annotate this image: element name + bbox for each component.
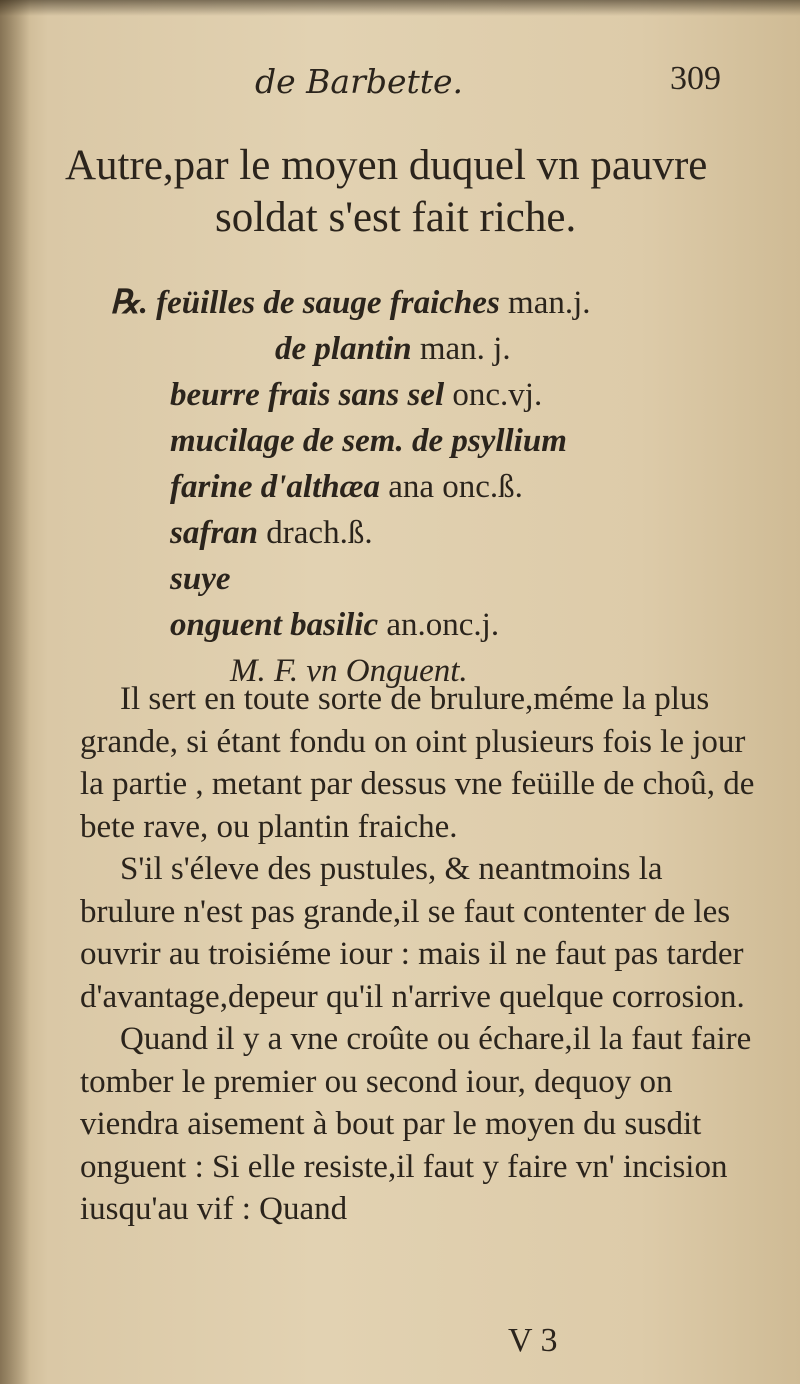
- recipe-line: [110, 280, 750, 326]
- ingredient: onguent basilic: [170, 607, 379, 643]
- recipe-line: [110, 464, 750, 510]
- recipe-line: [110, 372, 750, 418]
- quantity: onc.vj.: [444, 377, 543, 413]
- signature-mark: V 3: [508, 1322, 558, 1359]
- body-text: [80, 678, 760, 1231]
- quantity: an.onc.j.: [378, 607, 500, 643]
- recipe-title: [65, 140, 765, 244]
- quantity: drach.ß.: [258, 515, 373, 551]
- paragraph: Quand il y a vne croûte ou échare,il la faut faire tomber le premier ou second iour, dequoy on viendra aisement à bout par le moyen du susdit onguent : Si elle resiste,il faut y faire vn' incision iusqu'au vif : Quand: [80, 1021, 752, 1227]
- top-edge-shadow: [0, 0, 800, 16]
- page-number: 309: [670, 60, 721, 97]
- recipe-line: [110, 326, 750, 372]
- ingredient: farine d'althæa: [170, 469, 380, 505]
- ingredient: suye: [170, 561, 231, 597]
- recipe-line: [110, 510, 750, 556]
- ingredient: de plantin: [275, 331, 412, 367]
- paragraph: Il sert en toute sorte de brulure,méme la plus grande, si étant fondu on oint plusieurs fois le jour la partie , metant par dessus vne feüille de choû, de bete rave, ou plantin fraiche.: [80, 681, 755, 845]
- ingredient: beurre frais sans sel: [170, 377, 445, 413]
- recipe-list: [110, 280, 750, 694]
- quantity: man.j.: [499, 285, 591, 321]
- recipe-line: [110, 602, 750, 648]
- ingredient: safran: [170, 515, 259, 551]
- recipe-line: [110, 556, 750, 602]
- ingredient: mucilage de sem. de psyllium: [170, 423, 567, 459]
- recipe-line: [110, 418, 750, 464]
- quantity: man. j.: [411, 331, 511, 367]
- title-line-2: soldat s'est fait riche.: [215, 194, 577, 241]
- binding-shadow: [0, 0, 30, 1384]
- title-line-1: Autre,par le moyen duquel vn pauvre: [65, 142, 708, 189]
- running-head: de Barbette.: [255, 62, 464, 101]
- paragraph: S'il s'éleve des pustules, & neantmoins la brulure n'est pas grande,il se faut contenter de les ouvrir au troisiéme iour : mais il ne faut pas tarder d'avantage,depeur qu'il n'arrive quelque corrosion.: [80, 851, 745, 1015]
- recipe-final-instruction: M. F. vn Onguent.: [230, 653, 468, 689]
- ingredient: ℞. feüilles de sauge fraiches: [110, 285, 500, 321]
- quantity: ana onc.ß.: [379, 469, 523, 505]
